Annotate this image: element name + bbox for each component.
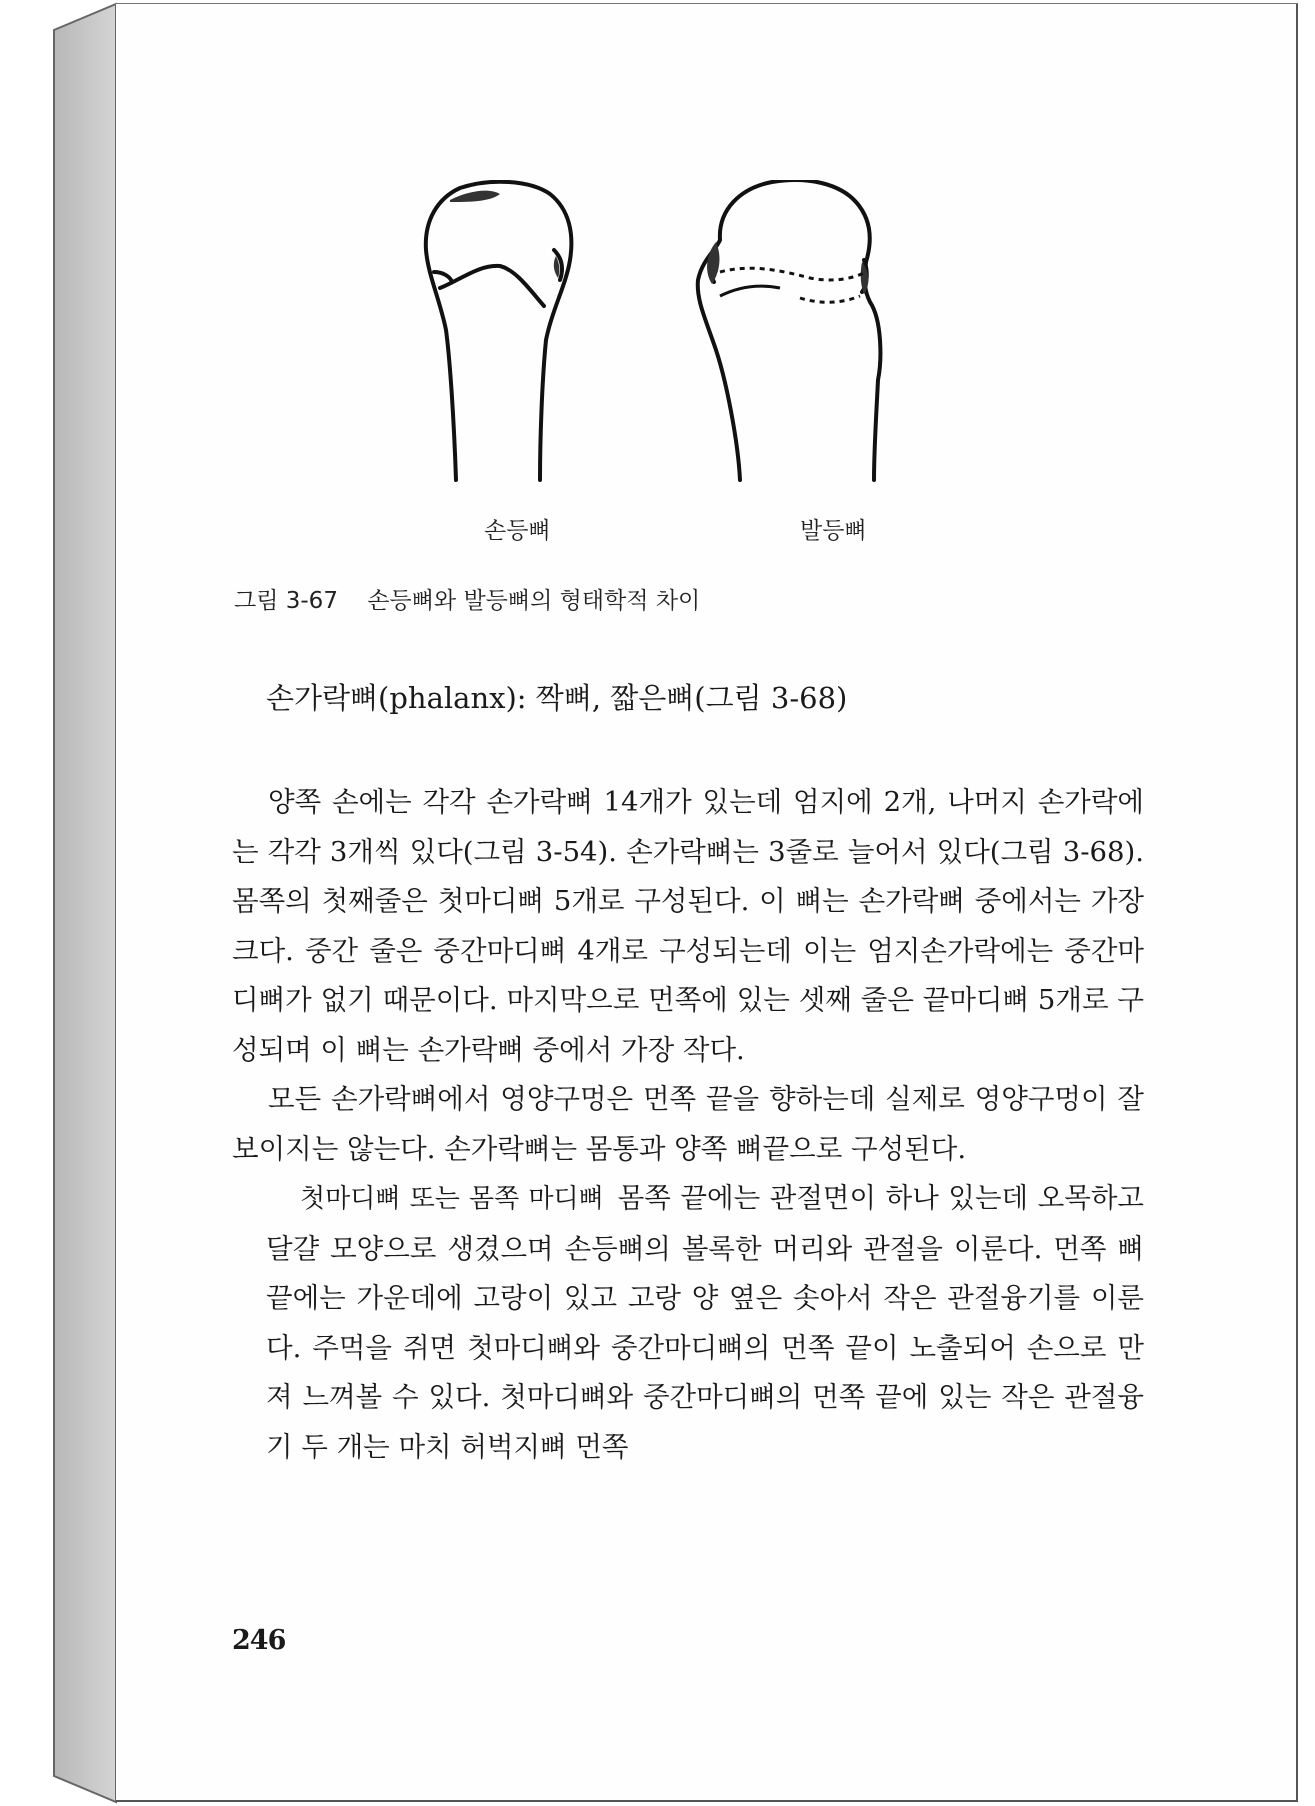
- bone-figure: [420, 180, 960, 550]
- page-number: 246: [232, 1625, 286, 1656]
- figure-caption-number: 그림 3-67: [234, 588, 338, 614]
- figure-caption-text: 손등뼈와 발등뼈의 형태학적 차이: [367, 588, 701, 614]
- figure-caption: [234, 582, 700, 615]
- definition-term: 첫마디뼈 또는 몸쪽 마디뼈: [300, 1184, 604, 1214]
- body-text: [232, 778, 1144, 1472]
- metatarsal-drawing: [698, 180, 881, 480]
- metatarsal-shading: [707, 242, 719, 284]
- figure-label-metatarsal: 발등뼈: [800, 518, 867, 544]
- paragraph-1: 양쪽 손에는 각각 손가락뼈 14개가 있는데 엄지에 2개, 나머지 손가락에는 각각 3개씩 있다(그림 3-54). 손가락뼈는 3줄로 늘어서 있다(그림 3-68). 몸쪽의 첫째줄은 첫마디뼈 5개로 구성된다. 이 뼈는 손가락뼈 중에서는 가장 크다. 중간 줄은 중간마디뼈 4개로 구성되는데 이는 엄지손가락에는 중간마디뼈가 없기 때문이다. 마지막으로 먼쪽에 있는 셋째 줄은 끝마디뼈 5개로 구성되며 이 뼈는 손가락뼈 중에서 가장 작다.: [232, 786, 1144, 1066]
- metacarpal-shading: [450, 191, 500, 202]
- section-heading: 손가락뼈(phalanx): 짝뼈, 짧은뼈(그림 3-68): [266, 681, 848, 715]
- figure-label-metacarpal: 손등뼈: [484, 518, 551, 544]
- metacarpal-drawing: [426, 182, 572, 480]
- definition-paragraph: [232, 1174, 1144, 1472]
- paragraph-2: 모든 손가락뼈에서 영양구멍은 먼쪽 끝을 향하는데 실제로 영양구멍이 잘 보이지는 않는다. 손가락뼈는 몸통과 양쪽 뼈끝으로 구성된다.: [232, 1083, 1144, 1165]
- definition-text: 몸쪽 끝에는 관절면이 하나 있는데 오목하고 달걀 모양으로 생겼으며 손등뼈의 볼록한 머리와 관절을 이룬다. 먼쪽 뼈끝에는 가운데에 고랑이 있고 고랑 양 옆은 솟아서 작은 관절융기를 이룬다. 주먹을 쥐면 첫마디뼈와 중간마디뼈의 먼쪽 끝이 노출되어 손으로 만져 느껴볼 수 있다. 첫마디뼈와 중간마디뼈의 먼쪽 끝에 있는 작은 관절융기 두 개는 마치 허벅지뼈 먼쪽: [266, 1182, 1144, 1463]
